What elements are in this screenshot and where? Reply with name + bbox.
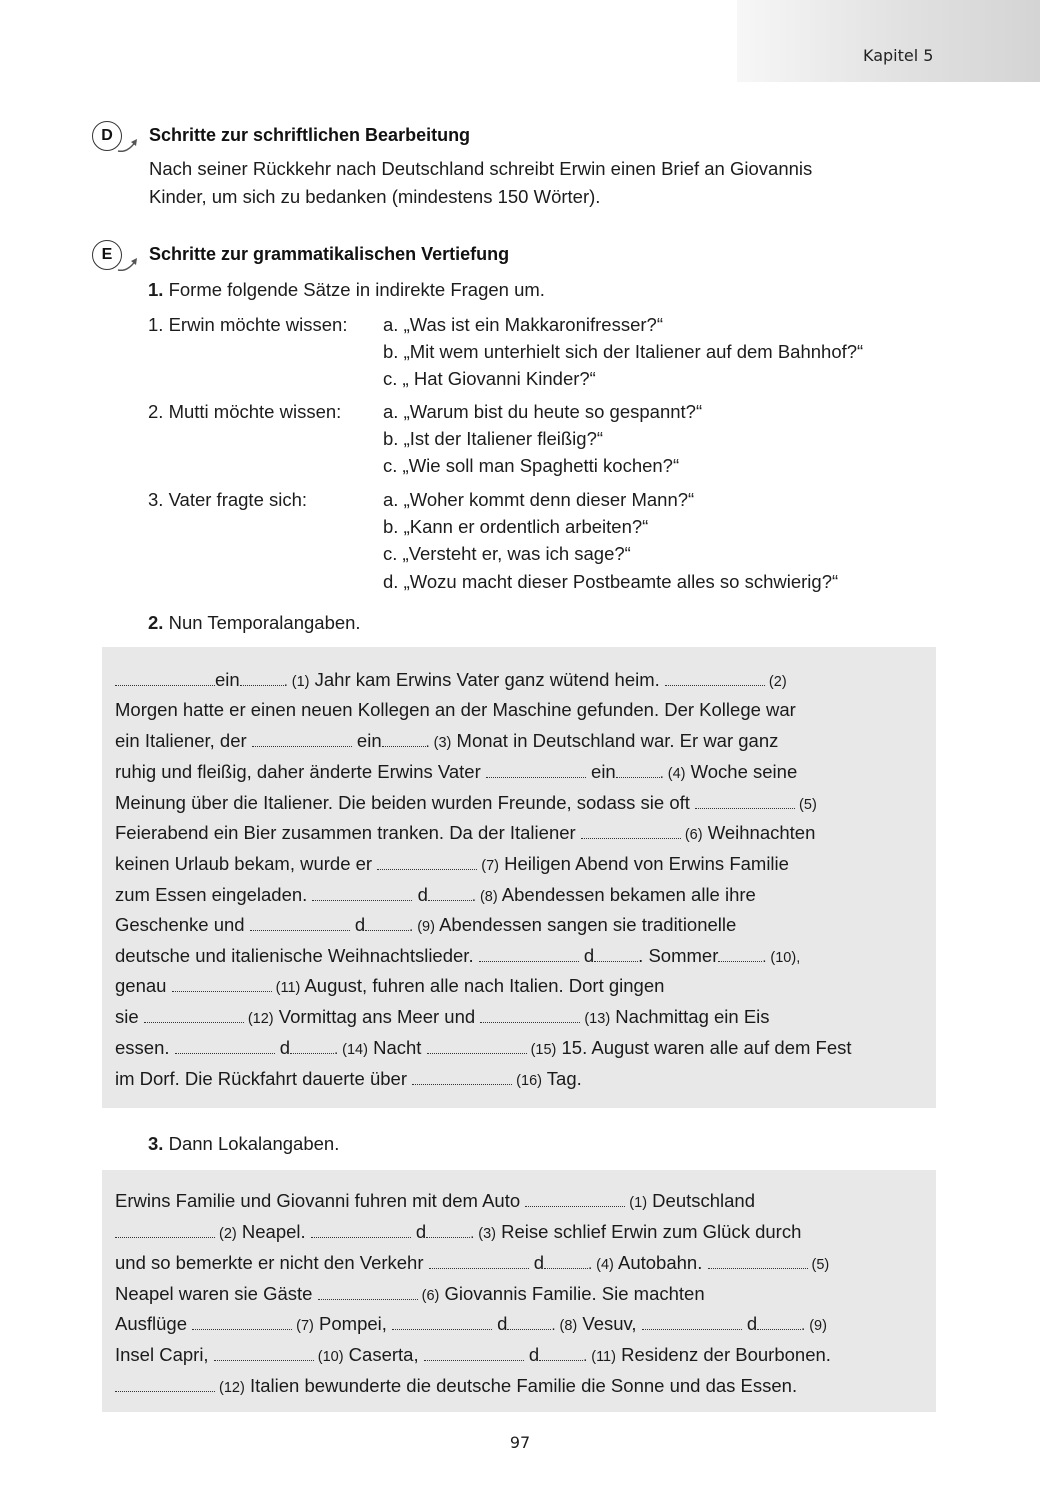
temporal-exercise-box (102, 647, 936, 1108)
blank-field[interactable] (311, 1223, 411, 1238)
blank-field[interactable] (175, 1039, 275, 1054)
exercise-line: und so bemerkte er nicht den Verkehr d . (4) Autobahn. (5) (115, 1252, 830, 1273)
blank-field[interactable] (479, 947, 579, 962)
blank-field[interactable] (525, 1192, 625, 1207)
blank-field[interactable] (240, 671, 284, 686)
blank-field[interactable] (757, 1315, 801, 1330)
blank-field[interactable] (115, 1377, 215, 1392)
section-d-title: Schritte zur schriftlichen Bearbeitung (149, 125, 471, 145)
blank-field[interactable] (544, 1254, 588, 1269)
blank-field[interactable] (377, 855, 477, 870)
exercise-line: sie (12) Vormittag ans Meer und (13) Nachmittag ein Eis (115, 1006, 770, 1027)
question-item: c. „Wie soll man Spaghetti kochen?“ (383, 455, 680, 476)
exercise-line: keinen Urlaub bekam, wurde er (7) Heiligen Abend von Erwins Familie (115, 853, 789, 874)
exercise-line: deutsche und italienische Weihnachtslieder. d . Sommer . (10), (115, 945, 801, 966)
blank-field[interactable] (172, 977, 272, 992)
blank-field[interactable] (718, 947, 762, 962)
question-item: c. „ Hat Giovanni Kinder?“ (383, 368, 596, 389)
exercise-line: Meinung über die Italiener. Die beiden wurden Freunde, sodass sie oft (5) (115, 792, 817, 813)
blank-field[interactable] (192, 1315, 292, 1330)
blank-field[interactable] (115, 671, 215, 686)
exercise-line: essen. d . (14) Nacht (15) 15. August waren alle auf dem Fest (115, 1037, 852, 1058)
page-number: 97 (509, 1433, 531, 1452)
blank-field[interactable] (539, 1346, 583, 1361)
curved-arrow-icon (116, 250, 142, 276)
blank-field[interactable] (250, 916, 350, 931)
exercise-line: (12) Italien bewunderte die deutsche Familie die Sonne und das Essen. (115, 1375, 797, 1397)
exercise-line: Geschenke und d . (9) Abendessen sangen sie traditionelle (115, 914, 737, 935)
blank-field[interactable] (428, 886, 472, 901)
question-item: a. „Was ist ein Makkaronifresser?“ (383, 314, 663, 335)
blank-field[interactable] (426, 1223, 470, 1238)
question-item: d. „Wozu macht dieser Postbeamte alles so schwierig?“ (383, 571, 839, 592)
blank-field[interactable] (392, 1315, 492, 1330)
blank-field[interactable] (214, 1346, 314, 1361)
group-2-label: 2. Mutti möchte wissen: (148, 401, 342, 422)
group-3-label: 3. Vater fragte sich: (148, 489, 308, 510)
blank-field[interactable] (616, 763, 660, 778)
task-1-heading: 1. Forme folgende Sätze in indirekte Fragen um. (148, 279, 545, 300)
blank-field[interactable] (581, 824, 681, 839)
exercise-line: Feierabend ein Bier zusammen tranken. Da der Italiener (6) Weihnachten (115, 822, 816, 843)
section-e-badge: E (92, 240, 122, 270)
exercise-line: (2) Neapel. d . (3) Reise schlief Erwin zum Glück durch (115, 1221, 801, 1243)
section-d-badge: D (92, 121, 122, 151)
blank-field[interactable] (252, 732, 352, 747)
exercise-line: zum Essen eingeladen. d . (8) Abendessen bekamen alle ihre (115, 884, 756, 905)
blank-field[interactable] (290, 1039, 334, 1054)
question-item: b. „Mit wem unterhielt sich der Italiener auf dem Bahnhof?“ (383, 341, 864, 362)
blank-field[interactable] (318, 1285, 418, 1300)
blank-field[interactable] (144, 1008, 244, 1023)
exercise-line: Ausflüge (7) Pompei, d . (8) Vesuv, d . (9) (115, 1313, 827, 1334)
blank-field[interactable] (427, 1039, 527, 1054)
blank-field[interactable] (424, 1346, 524, 1361)
blank-field[interactable] (480, 1008, 580, 1023)
blank-field[interactable] (412, 1070, 512, 1085)
blank-field[interactable] (642, 1315, 742, 1330)
group-1-label: 1. Erwin möchte wissen: (148, 314, 348, 335)
exercise-line: Morgen hatte er einen neuen Kollegen an der Maschine gefunden. Der Kollege war (115, 699, 796, 720)
exercise-line: ein . (1) Jahr kam Erwins Vater ganz wütend heim. (2) (115, 669, 787, 691)
curved-arrow-icon (116, 131, 142, 157)
exercise-line: ein Italiener, der ein . (3) Monat in Deutschland war. Er war ganz (115, 730, 779, 751)
blank-field[interactable] (365, 916, 409, 931)
exercise-line: Neapel waren sie Gäste (6) Giovannis Familie. Sie machten (115, 1283, 705, 1304)
exercise-line: ruhig und fleißig, daher änderte Erwins Vater ein . (4) Woche seine (115, 761, 798, 782)
section-e (92, 240, 952, 280)
blank-field[interactable] (507, 1315, 551, 1330)
question-item: b. „Ist der Italiener fleißig?“ (383, 428, 604, 449)
blank-field[interactable] (594, 947, 638, 962)
question-item: c. „Versteht er, was ich sage?“ (383, 543, 631, 564)
blank-field[interactable] (486, 763, 586, 778)
local-exercise-box (102, 1170, 936, 1412)
section-d (92, 121, 952, 221)
chapter-tab (737, 0, 1040, 82)
task-2-heading: 2. Nun Temporalangaben. (148, 612, 361, 633)
blank-field[interactable] (665, 671, 765, 686)
section-d-text: Nach seiner Rückkehr nach Deutschland schreibt Erwin einen Brief an Giovannis Kinder, um sich zu bedanken (mindestens 150 Wörter). (149, 158, 813, 207)
blank-field[interactable] (115, 1223, 215, 1238)
exercise-line: Erwins Familie und Giovanni fuhren mit dem Auto (1) Deutschland (115, 1190, 756, 1211)
blank-field[interactable] (382, 732, 426, 747)
blank-field[interactable] (312, 886, 412, 901)
question-item: a. „Warum bist du heute so gespannt?“ (383, 401, 703, 422)
section-e-title: Schritte zur grammatikalischen Vertiefung (149, 244, 510, 264)
blank-field[interactable] (429, 1254, 529, 1269)
task-3-heading: 3. Dann Lokalangaben. (148, 1133, 340, 1154)
question-item: a. „Woher kommt denn dieser Mann?“ (383, 489, 695, 510)
question-item: b. „Kann er ordentlich arbeiten?“ (383, 516, 649, 537)
exercise-line: im Dorf. Die Rückfahrt dauerte über (16) Tag. (115, 1068, 582, 1089)
blank-field[interactable] (708, 1254, 808, 1269)
chapter-label: Kapitel 5 (863, 46, 934, 65)
exercise-line: Insel Capri, (10) Caserta, d . (11) Residenz der Bourbonen. (115, 1344, 831, 1365)
exercise-line: genau (11) August, fuhren alle nach Italien. Dort gingen (115, 975, 665, 996)
blank-field[interactable] (695, 794, 795, 809)
